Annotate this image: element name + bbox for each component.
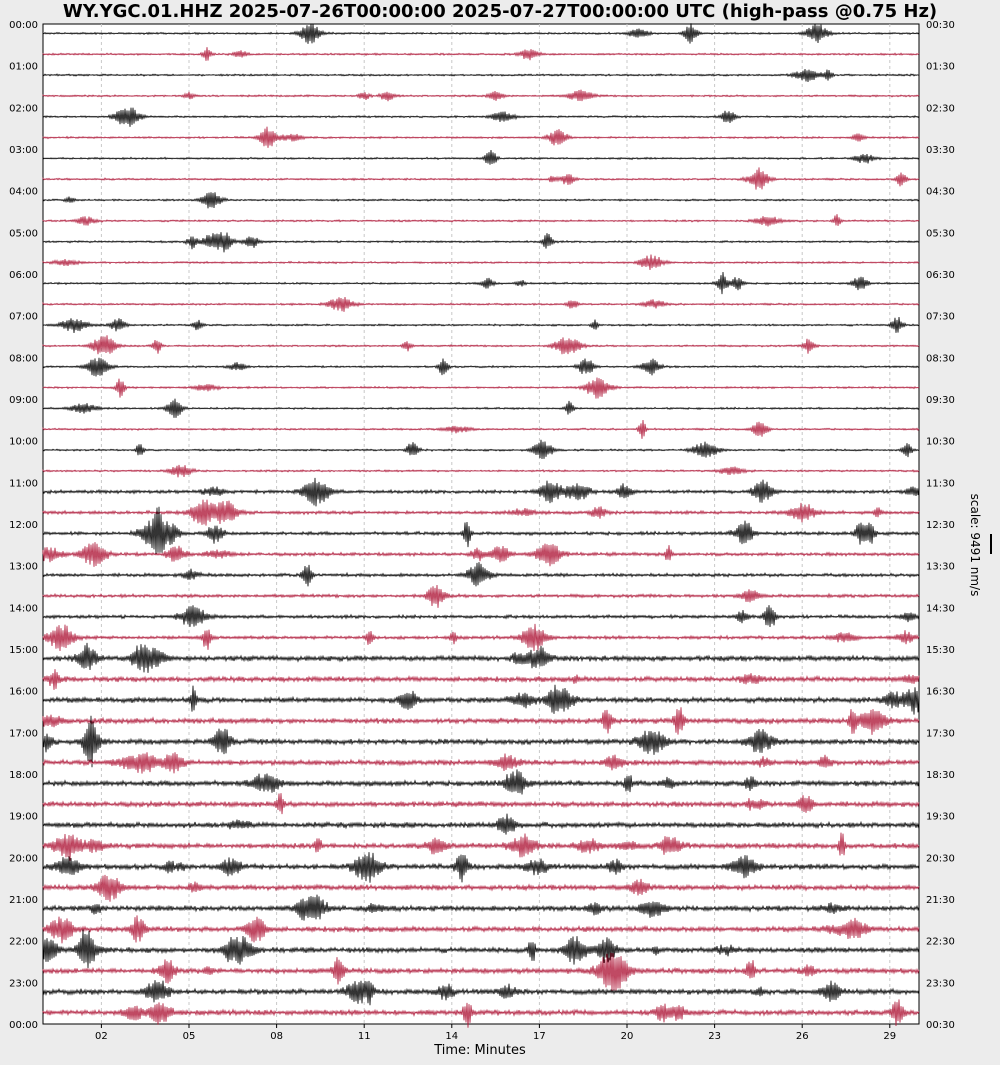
- chart-title: WY.YGC.01.HHZ 2025-07-26T00:00:00 2025-07-27T00:00:00 UTC (high-pass @0.75 Hz): [62, 1, 938, 22]
- x-tick-label: 14: [445, 1031, 459, 1042]
- left-time-label: 07:00: [9, 311, 38, 323]
- left-time-labels: [9, 20, 38, 1031]
- left-time-label: 23:00: [9, 978, 38, 990]
- right-time-label: 04:30: [926, 186, 955, 198]
- left-time-label: 19:00: [9, 811, 38, 823]
- x-tick-label: 17: [533, 1031, 546, 1042]
- x-tick-label: 02: [95, 1031, 108, 1042]
- x-tick-label: 08: [270, 1031, 283, 1042]
- left-time-label: 15:00: [9, 645, 38, 656]
- left-time-label: 20:00: [9, 853, 38, 865]
- right-time-label: 03:30: [926, 145, 955, 156]
- x-tick-label: 11: [357, 1031, 371, 1042]
- right-time-label: 06:30: [926, 270, 955, 281]
- right-time-label: 18:30: [926, 770, 955, 781]
- x-tick-label: 23: [708, 1031, 721, 1042]
- right-time-label: 17:30: [926, 728, 955, 740]
- x-tick-label: 29: [883, 1031, 897, 1042]
- right-time-label: 10:30: [926, 436, 955, 448]
- left-time-label: 09:00: [9, 395, 38, 406]
- left-time-label: 22:00: [9, 936, 38, 948]
- right-time-labels: [926, 20, 955, 1031]
- left-time-label: 14:00: [9, 603, 38, 615]
- left-time-label: 10:00: [9, 436, 38, 448]
- x-tick-label: 20: [620, 1031, 634, 1042]
- left-time-label: 02:00: [9, 103, 38, 115]
- plot-area: [43, 24, 919, 1024]
- x-tick-label: 05: [182, 1031, 196, 1042]
- left-time-label: 01:00: [9, 61, 38, 73]
- right-time-label: 21:30: [926, 895, 955, 906]
- left-time-label: 11:00: [9, 478, 38, 490]
- right-time-label: 16:30: [926, 686, 955, 698]
- right-time-label: 19:30: [926, 811, 955, 823]
- right-time-label: 14:30: [926, 603, 955, 615]
- right-time-label: 00:30: [926, 1020, 955, 1031]
- right-time-label: 12:30: [926, 520, 955, 531]
- right-time-label: 07:30: [926, 311, 955, 323]
- left-time-label: 05:00: [9, 228, 38, 240]
- left-time-label: 04:00: [9, 186, 38, 198]
- x-axis-label: [0, 1043, 960, 1058]
- left-time-label: 13:00: [9, 561, 38, 573]
- right-time-label: 15:30: [926, 645, 955, 656]
- scale-label: scale: 9491 nm/s: [968, 493, 982, 597]
- right-time-label: 11:30: [926, 478, 955, 490]
- x-axis-ticks: [95, 1024, 896, 1042]
- right-time-label: 23:30: [926, 978, 955, 990]
- right-time-label: 00:30: [926, 20, 955, 31]
- left-time-label: 00:00: [9, 1020, 38, 1031]
- right-time-label: 08:30: [926, 353, 955, 365]
- x-axis-label-text: Time: Minutes: [434, 1043, 526, 1058]
- left-time-label: 06:00: [9, 270, 38, 281]
- left-time-label: 21:00: [9, 895, 38, 906]
- left-time-label: 17:00: [9, 728, 38, 740]
- right-time-label: 02:30: [926, 103, 955, 115]
- left-time-label: 00:00: [9, 20, 38, 31]
- left-time-label: 16:00: [9, 686, 38, 698]
- left-time-label: 12:00: [9, 520, 38, 531]
- left-time-label: 08:00: [9, 353, 38, 365]
- right-time-label: 05:30: [926, 228, 955, 240]
- scale-bar: [990, 534, 992, 554]
- right-time-label: 01:30: [926, 61, 955, 73]
- left-time-label: 03:00: [9, 145, 38, 156]
- right-time-label: 09:30: [926, 395, 955, 406]
- right-time-label: 20:30: [926, 853, 955, 865]
- right-time-label: 13:30: [926, 561, 955, 573]
- x-tick-label: 26: [795, 1031, 809, 1042]
- left-time-label: 18:00: [9, 770, 38, 781]
- right-time-label: 22:30: [926, 936, 955, 948]
